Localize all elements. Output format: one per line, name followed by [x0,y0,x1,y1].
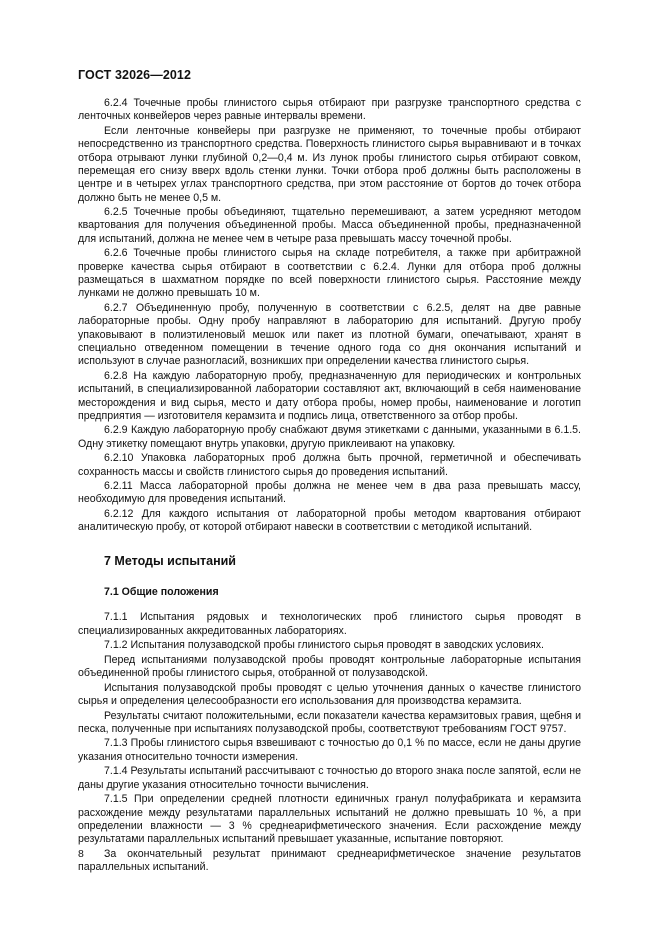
paragraph-7-1-2-cont-3: Результаты считают положительными, если показатели качества керамзитовых гравия, щебня и песка, полученные при испытаниях полузаводской пробы, соответствуют требованиям ГОСТ 9757. [78,709,581,735]
paragraph-7-1-2-cont-1: Перед испытаниями полузаводской пробы проводят контрольные лабораторные испытания объединенной пробы глинистого сырья, отобранной от полузаводской. [78,653,581,680]
paragraph-7-1-4: 7.1.4 Результаты испытаний рассчитывают с точностью до второго знака после запятой, если не даны другие указания относительно точности вычисления. [78,765,581,791]
paragraph-6-2-11: 6.2.11 Масса лабораторной пробы должна не менее чем в два раза превышать массу, необходимую для проведения испытаний. [78,480,581,506]
paragraph-7-1-3: 7.1.3 Пробы глинистого сырья взвешивают с точностью до 0,1 % по массе, если не даны другие указания относительно точности измерения. [78,737,581,763]
paragraph-6-2-6: 6.2.6 Точечные пробы глинистого сырья на складе потребителя, а также при арбитражной проверке качества сырья отбирают в соответствии с 6.2.4. Лунки для отбора проб должны размещаться в шахматном порядке по всей поверхности глинистого сырья. Расстояние между лунками не должно превышать 10 м. [78,247,581,300]
paragraph-6-2-4-cont: Если ленточные конвейеры при разгрузке не применяют, то точечные пробы отбирают непосредственно из транспортного средства. Поверхность глинистого сырья выравнивают и в точках отбора отрывают лунки глубиной 0,2—0,4 м. Из лунок пробы глинистого сырья отбирают совком, перемещая его снизу вверх вдоль стенки лунки. Точки отбора проб должны быть расположены в центре и в четырех углах транспортного средства, при этом расстояние от бортов до точек отбора должно быть не менее 0,5 м. [78,124,581,204]
paragraph-6-2-10: 6.2.10 Упаковка лабораторных проб должна быть прочной, герметичной и обеспечивать сохранность массы и свойств глинистого сырья до проведения испытаний. [78,452,581,478]
paragraph-6-2-12: 6.2.12 Для каждого испытания от лабораторной пробы методом квартования отбирают аналитическую пробу, от которой отбирают навески в соответствии с методикой испытаний. [78,508,581,534]
paragraph-6-2-5: 6.2.5 Точечные пробы объединяют, тщательно перемешивают, а затем усредняют методом квартования для получения объединенной пробы. Масса объединенной пробы, предназначенной для испытаний, должна не менее чем в четыре раза превышать массу точечной пробы. [78,206,581,245]
document-body [78,97,581,876]
paragraph-7-1-2: 7.1.2 Испытания полузаводской пробы глинистого сырья проводят в заводских условиях. [104,639,544,652]
subsection-title: 7.1 Общие положения [104,586,219,599]
paragraph-6-2-9: 6.2.9 Каждую лабораторную пробу снабжают двумя этикетками с данными, указанными в 6.1.5. Одну этикетку помещают внутрь упаковки, другую приклеивают на упаковку. [78,424,581,450]
page-number: 8 [78,848,84,860]
paragraph-6-2-8: 6.2.8 На каждую лабораторную пробу, предназначенную для периодических и контрольных испытаний, в специализированной лаборатории составляют акт, включающий в себя наименование месторождения и вид сырья, место и дату отбора пробы, номер пробы, наименование и логотип предприятия — изготовителя керамзита и подпись лица, ответственного за отбор пробы. [78,369,581,422]
paragraph-7-1-1: 7.1.1 Испытания рядовых и технологических проб глинистого сырья проводят в специализированных аккредитованных лабораториях. [78,611,581,637]
standard-header: ГОСТ 32026—2012 [78,68,192,82]
paragraph-6-2-7: 6.2.7 Объединенную пробу, полученную в соответствии с 6.2.5, делят на две равные лабораторные пробы. Одну пробу направляют в лабораторию для испытаний. Другую пробу упаковывают в полиэтиленовый мешок или пакет из плотной бумаги, опечатывают, хранят в специально отведенном помещении в течение одного года со дня окончания испытаний и используют в случае разногласий, возникших при определении качества глинистого сырья. [78,301,581,368]
section-title: 7 Методы испытаний [104,553,236,568]
paragraph-7-1-2-cont-2: Испытания полузаводской пробы проводят с целью уточнения данных о качестве глинистого сырья и определения целесообразности его использования для производства керамзита. [78,681,581,707]
paragraph-6-2-4: 6.2.4 Точечные пробы глинистого сырья отбирают при разгрузке транспортного средства с ленточных конвейеров через равные интервалы времени. [78,97,581,123]
paragraph-7-1-5: 7.1.5 При определении средней плотности единичных гранул полуфабриката и керамзита расхождение между результатами параллельных испытаний не должно превышать 10 %, а при определении влажности — 3 % среднеарифметического значения. Если расхождение между результатами параллельных испытаний превышает указанные, испытание повторяют. [78,793,581,846]
paragraph-7-1-5-cont: За окончательный результат принимают среднеарифметическое значение результатов параллельных испытаний. [78,847,581,874]
